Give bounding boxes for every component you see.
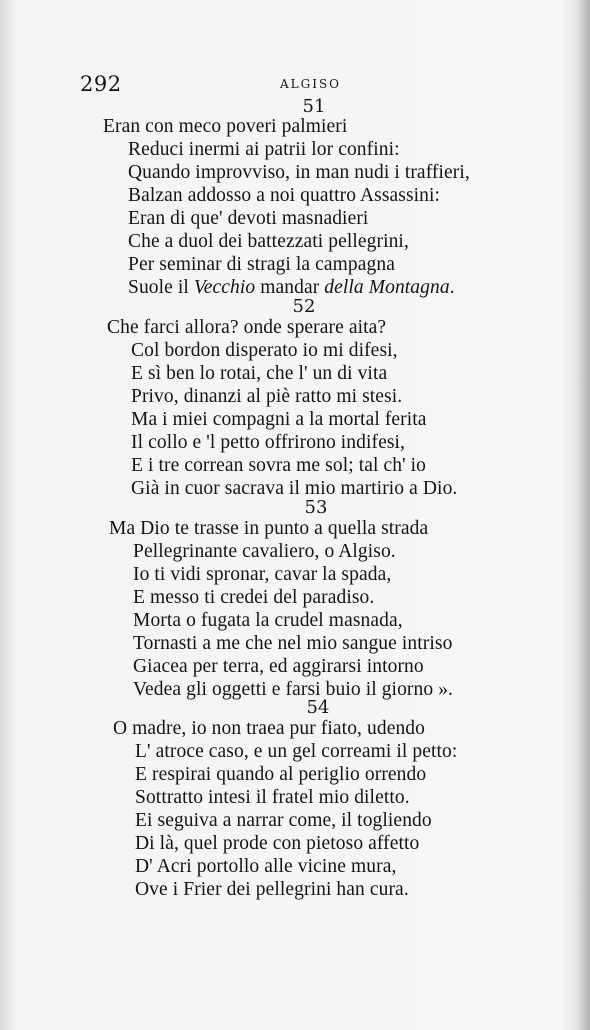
verse-line: Eran di que' devoti masnadieri <box>128 208 369 229</box>
verse-line: Che farci allora? onde sperare aita? <box>107 317 387 338</box>
verse-line: L' atroce caso, e un gel correami il petto: <box>135 741 458 762</box>
verse-line: Privo, dinanzi al piè ratto mi stesi. <box>131 386 403 407</box>
verse-line: Il collo e 'l petto offrirono indifesi, <box>131 432 406 453</box>
stanza-number: 52 <box>292 296 316 317</box>
stanza-number: 51 <box>302 96 326 117</box>
verse-line: Giacea per terra, ed aggirarsi intorno <box>133 656 424 677</box>
verse-line: Pellegrinante cavaliero, o Algiso. <box>133 541 396 562</box>
page-spine-shadow <box>576 0 590 1030</box>
verse-line: D' Acri portollo alle vicine mura, <box>135 856 397 877</box>
verse-line: E sì ben lo rotai, che l' un di vita <box>131 363 388 384</box>
verse-line: Morta o fugata la crudel masnada, <box>133 610 403 631</box>
verse-line: Tornasti a me che nel mio sangue intriso <box>133 633 453 654</box>
verse-line: Ma Dio te trasse in punto a quella strada <box>109 518 429 539</box>
running-title: ALGISO <box>280 77 342 91</box>
italic-phrase: della Montagna <box>324 277 450 298</box>
verse-line: Ei seguiva a narrar come, il togliendo <box>135 810 432 831</box>
verse-line: O madre, io non traea pur fiato, udendo <box>113 718 426 739</box>
verse-line: Per seminar di stragi la campagna <box>128 254 395 275</box>
page-header <box>80 72 500 96</box>
verse-line: Reduci inermi ai patrii lor confini: <box>128 139 400 160</box>
verse-line: Eran con meco poveri palmieri <box>103 116 348 137</box>
stanza-number: 53 <box>304 497 328 518</box>
stanza-number: 54 <box>306 697 330 718</box>
verse-line: Ove i Frier dei pellegrini han cura. <box>135 879 409 900</box>
verse-line: Ma i miei compagni a la mortal ferita <box>131 409 427 430</box>
verse-line: E messo ti credei del paradiso. <box>133 587 375 608</box>
italic-word: Vecchio <box>193 277 256 298</box>
verse-line: E respirai quando al periglio orrendo <box>135 764 427 785</box>
verse-line: Vedea gli oggetti e farsi buio il giorno ». <box>133 679 454 700</box>
verse-line: Che a duol dei battezzati pellegrini, <box>128 231 409 252</box>
verse-line: Quando improvviso, in man nudi i traffieri, <box>128 162 470 183</box>
verse-line: Io ti vidi spronar, cavar la spada, <box>133 564 392 585</box>
verse-line-italic-mixed: Suole il Vecchio mandar della Montagna. <box>128 277 455 298</box>
verse-line: Già in cuor sacrava il mio martirio a Dio. <box>131 478 458 499</box>
page-number: 292 <box>80 72 122 96</box>
verse-line: E i tre correan sovra me sol; tal ch' io <box>131 455 427 476</box>
verse-line: Di là, quel prode con pietoso affetto <box>135 833 420 854</box>
verse-line: Sottratto intesi il fratel mio diletto. <box>135 787 410 808</box>
verse-line: Col bordon disperato io mi difesi, <box>131 340 398 361</box>
verse-line: Balzan addosso a noi quattro Assassini: <box>128 185 441 206</box>
